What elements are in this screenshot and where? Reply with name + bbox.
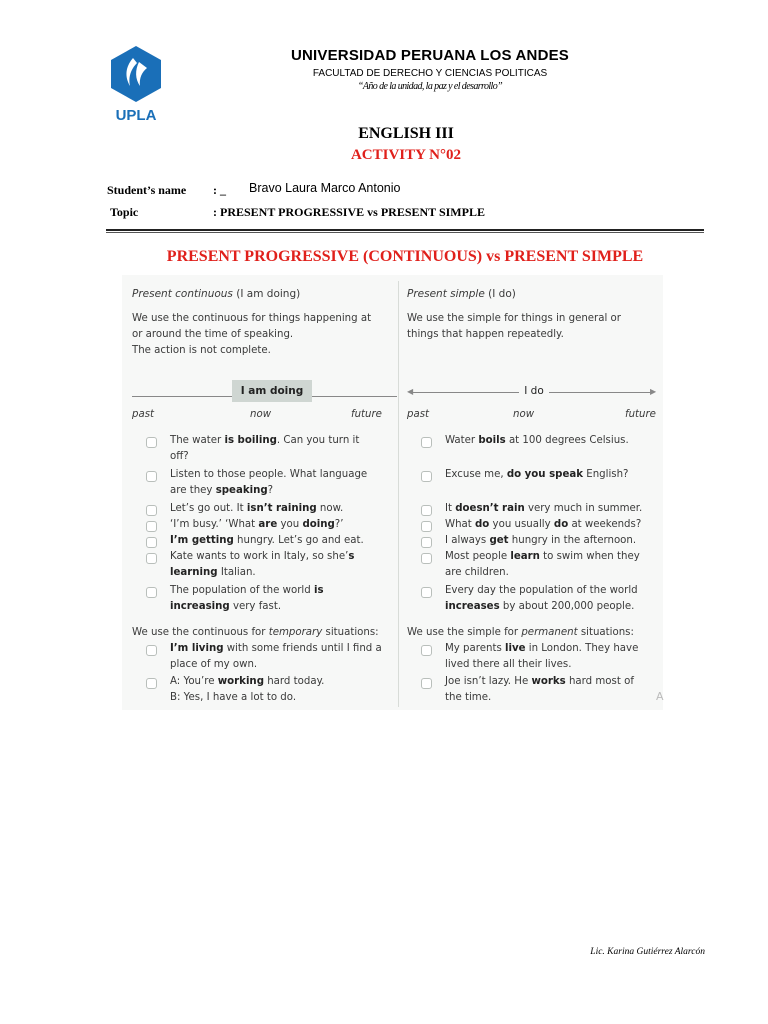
example-checkbox[interactable] [421,471,432,482]
right-past-label: past [407,409,430,420]
example-line: Excuse me, do you speak English? [445,469,629,480]
example-line: Listen to those people. What language [170,469,368,480]
topic-label: Topic [110,205,139,219]
example-line: Most people learn to swim when they [445,551,640,562]
right-heading: Present simple (I do) [407,288,516,300]
header-rule [106,229,704,231]
example-line: are children. [445,567,509,578]
example-line: My parents live in London. They have [445,643,639,654]
right-intro-2: things that happen repeatedly. [407,329,564,340]
example-checkbox[interactable] [146,521,157,532]
student-name-colon: : _ [213,183,226,197]
i-do-label: I do [519,385,549,397]
example-checkbox[interactable] [421,587,432,598]
example-checkbox[interactable] [421,537,432,548]
example-checkbox[interactable] [146,537,157,548]
column-divider [398,281,399,707]
example-line: What do you usually do at weekends? [445,519,642,530]
example-line: are they speaking? [170,485,274,496]
faculty-name: FACULTAD DE DERECHO Y CIENCIAS POLITICAS [312,68,548,79]
example-checkbox[interactable] [146,437,157,448]
example-line: increasing very fast. [170,601,282,612]
student-name-label: Student’s name [107,183,187,197]
student-name-value: Bravo Laura Marco Antonio [249,181,401,195]
example-checkbox[interactable] [146,471,157,482]
example-checkbox[interactable] [421,521,432,532]
topic-value: : PRESENT PROGRESSIVE vs PRESENT SIMPLE [213,205,485,219]
left-intro-2: or around the time of speaking. [132,329,294,340]
example-checkbox[interactable] [421,505,432,516]
decorative-mark: A [656,690,664,703]
left-intro-1: We use the continuous for things happening at [132,313,372,324]
left-intro-3: The action is not complete. [132,345,271,356]
example-line: Joe isn’t lazy. He works hard most of [445,676,634,687]
example-line: ‘I’m busy.’ ‘What are you doing?’ [170,519,344,530]
logo-text: UPLA [115,107,157,124]
activity-title: ACTIVITY N°02 [350,147,462,163]
example-checkbox[interactable] [421,645,432,656]
example-line: off? [170,451,189,462]
example-checkbox[interactable] [146,587,157,598]
example-checkbox[interactable] [421,553,432,564]
right-now-label: now [513,409,535,420]
example-checkbox[interactable] [146,505,157,516]
example-line: I’m getting hungry. Let’s go and eat. [170,535,364,546]
example-line: The water is boiling. Can you turn it [170,435,360,446]
arrow-right-icon: ▶ [650,387,657,396]
example-line: learning Italian. [170,567,256,578]
footer-author: Lic. Karina Gutiérrez Alarcón [590,947,705,957]
upla-logo [106,44,166,124]
left-future-label: future [351,409,382,420]
right-future-label: future [625,409,656,420]
header-rule-thin [106,232,704,233]
example-line: B: Yes, I have a lot to do. [170,692,297,703]
example-line: Water boils at 100 degrees Celsius. [445,435,629,446]
example-checkbox[interactable] [421,437,432,448]
example-line: Let’s go out. It isn’t raining now. [170,503,344,514]
example-line: A: You’re working hard today. [170,676,325,687]
example-line: place of my own. [170,659,258,670]
example-line: It doesn’t rain very much in summer. [445,503,643,514]
example-checkbox[interactable] [146,678,157,689]
example-line: The population of the world is [170,585,324,596]
example-checkbox[interactable] [146,553,157,564]
left-temporary-intro: We use the continuous for temporary situations: [132,627,379,638]
example-line: increases by about 200,000 people. [445,601,635,612]
grammar-panel [122,275,663,710]
university-name: UNIVERSIDAD PERUANA LOS ANDES [290,47,570,64]
motto: “Año de la unidad, la paz y el desarrollo” [357,81,503,92]
left-now-label: now [250,409,272,420]
left-past-label: past [132,409,155,420]
left-heading: Present continuous (I am doing) [132,288,301,300]
example-line: Kate wants to work in Italy, so she’s [170,551,355,562]
main-title: PRESENT PROGRESSIVE (CONTINUOUS) vs PRESENT SIMPLE [166,248,644,265]
example-line: I always get hungry in the afternoon. [445,535,637,546]
course-title: ENGLISH III [358,125,454,142]
example-line: the time. [445,692,492,703]
shield-icon [106,44,166,124]
right-intro-1: We use the simple for things in general or [407,313,621,324]
example-line: I’m living with some friends until I find a [170,643,382,654]
right-permanent-intro: We use the simple for permanent situations: [407,627,634,638]
example-checkbox[interactable] [421,678,432,689]
example-line: lived there all their lives. [445,659,572,670]
i-am-doing-box: I am doing [232,380,312,402]
example-checkbox[interactable] [146,645,157,656]
arrow-left-icon: ◀ [407,387,414,396]
example-line: Every day the population of the world [445,585,638,596]
